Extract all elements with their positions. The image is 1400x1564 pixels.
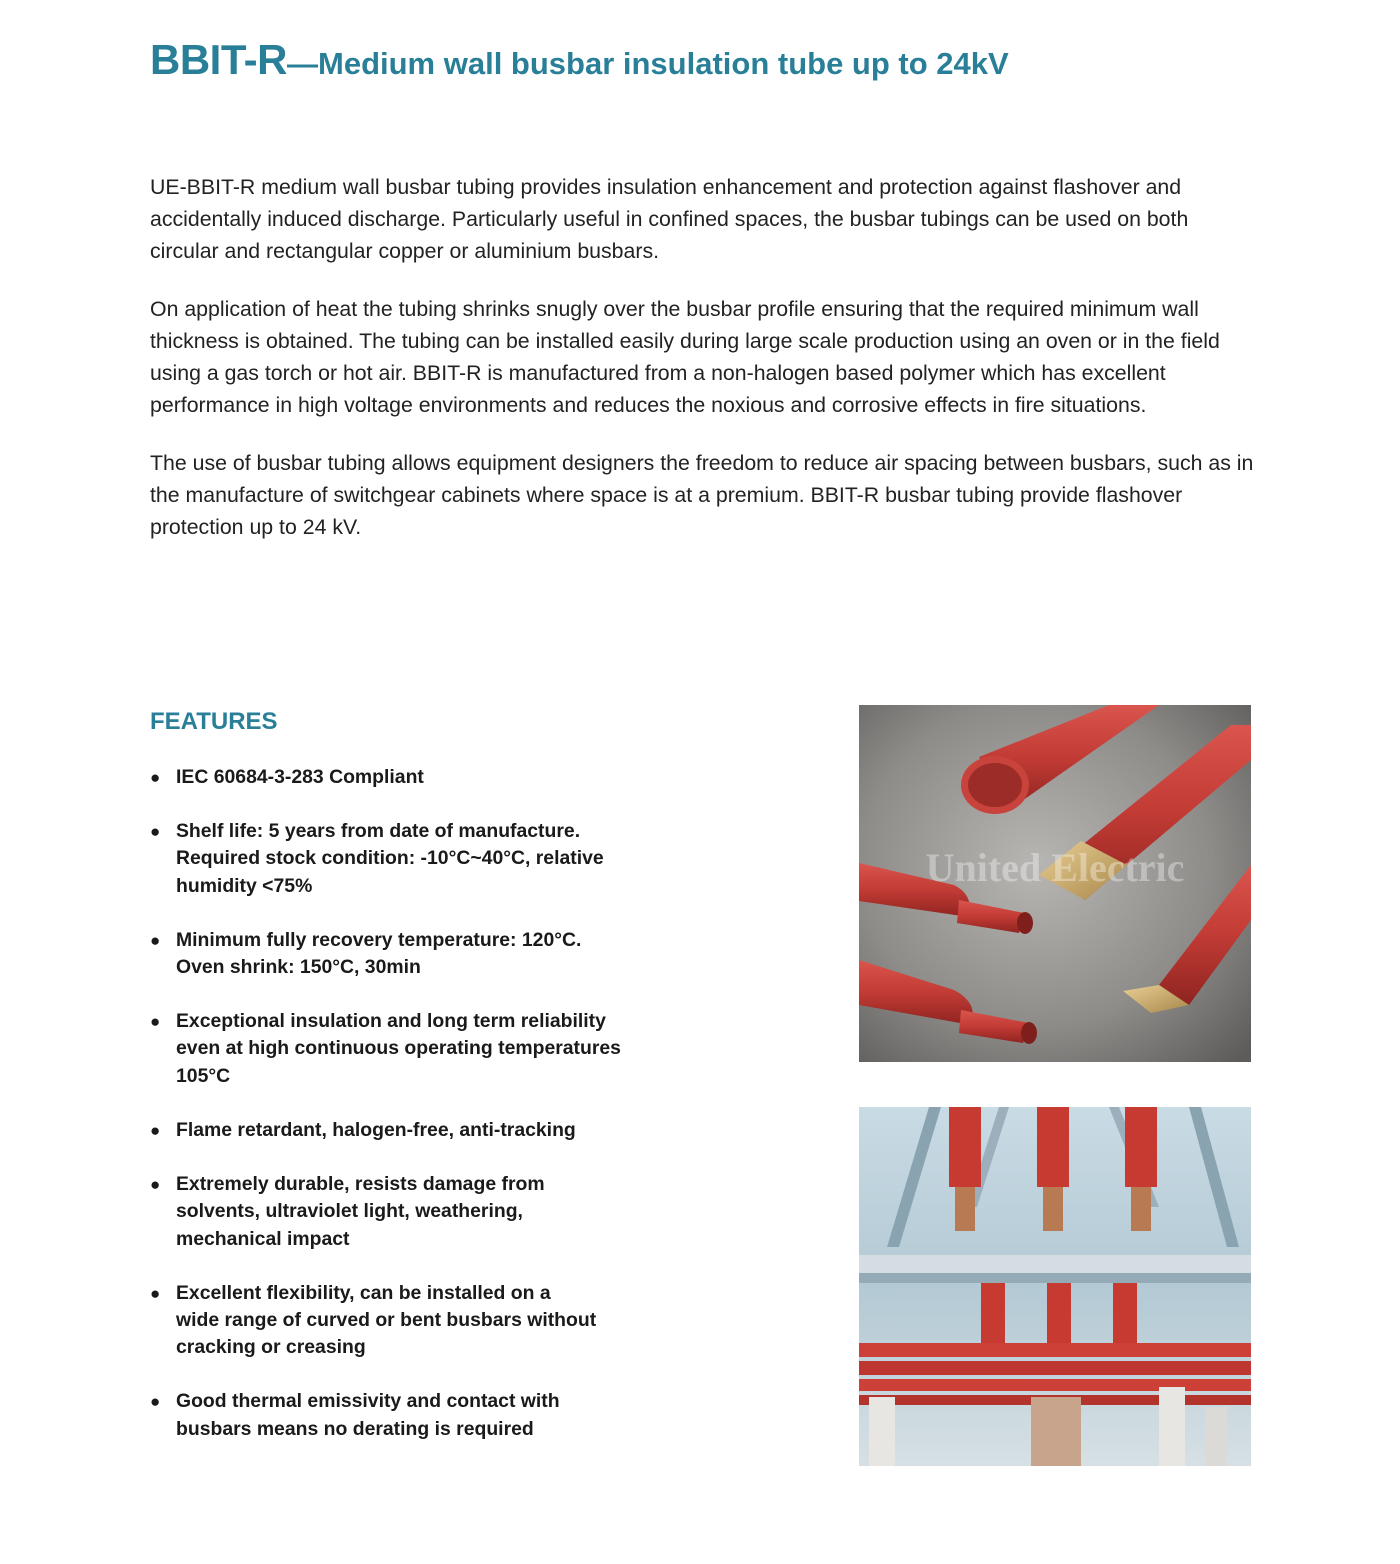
bullet-icon: ● [150, 822, 161, 842]
intro-section [150, 171, 1260, 569]
intro-paragraph-1: UE-BBIT-R medium wall busbar tubing provides insulation enhancement and protection against flashover and accidentally induced discharge. Particularly useful in confined spaces, the busbar tubings can be used on both circular and rectangular copper or aluminium busbars. [150, 175, 1189, 263]
feature-text: Flame retardant, halogen-free, anti-tracking [176, 1118, 576, 1141]
feature-text: Minimum fully recovery temperature: 120°C. Oven shrink: 150°C, 30min [176, 928, 582, 979]
features-heading: FEATURES [150, 708, 278, 735]
bullet-icon: ● [150, 1283, 161, 1303]
intro-paragraph-3: The use of busbar tubing allows equipment designers the freedom to reduce air spacing between busbars, such as in the manufacture of switchgear cabinets where space is at a premium. BBIT-R busbar tubing provide flashover protection up to 24 kV. [150, 451, 1254, 539]
intro-paragraph-2: On application of heat the tubing shrinks snugly over the busbar profile ensuring that the required minimum wall thickness is obtained. The tubing can be installed easily during large scale production using an oven or in the field using a gas torch or hot air. BBIT-R is manufactured from a non-halogen based polymer which has excellent performance in high voltage environments and reduces the noxious and corrosive effects in fire situations. [150, 297, 1220, 417]
bullet-icon: ● [150, 1012, 161, 1032]
bullet-icon: ● [150, 930, 161, 950]
feature-text: Excellent flexibility, can be installed on a wide range of curved or bent busbars without cracking or creasing [176, 1281, 597, 1359]
bullet-icon: ● [150, 1392, 161, 1412]
feature-item [150, 818, 670, 900]
page-title [150, 36, 1009, 84]
feature-text: Exceptional insulation and long term reliability even at high continuous operating temperatures 105°C [176, 1010, 621, 1087]
bullet-icon: ● [150, 1174, 161, 1194]
feature-item [150, 1171, 670, 1253]
product-code: BBIT-R [150, 36, 287, 83]
feature-item [150, 1008, 670, 1090]
feature-item [150, 764, 670, 791]
feature-item [150, 1117, 670, 1144]
bullet-icon: ● [150, 1120, 161, 1140]
product-subtitle: —Medium wall busbar insulation tube up to 24kV [287, 46, 1009, 81]
features-list [150, 764, 670, 1470]
feature-text: Good thermal emissivity and contact with busbars means no derating is required [176, 1390, 560, 1440]
product-tubes-photo [859, 705, 1251, 1062]
watermark-text: United Electric [925, 845, 1185, 890]
switchgear-installation-photo [859, 1107, 1251, 1466]
feature-item [150, 1280, 670, 1362]
feature-item [150, 1388, 670, 1443]
bullet-icon: ● [150, 768, 161, 787]
feature-item [150, 927, 670, 982]
feature-text: Shelf life: 5 years from date of manufacture. Required stock condition: -10°C~40°C, relative humidity <75% [176, 820, 604, 897]
feature-text: IEC 60684-3-283 Compliant [176, 766, 424, 788]
feature-text: Extremely durable, resists damage from solvents, ultraviolet light, weathering, mechanical impact [176, 1172, 545, 1250]
